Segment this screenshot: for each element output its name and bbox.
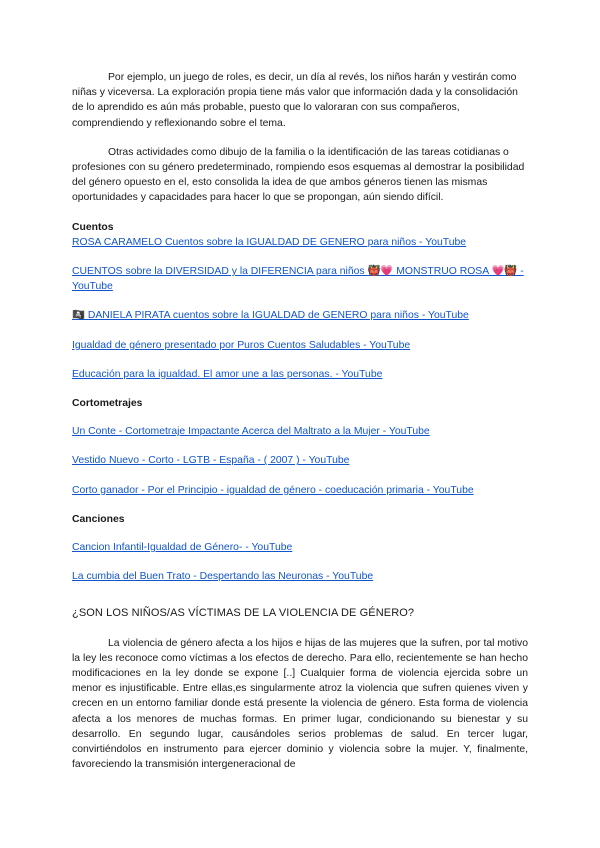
intro-paragraph-2: Otras actividades como dibujo de la familia o la identificación de las tareas cotidianas o profesiones con su género predeterminado, rompiendo esos esquemas al demostrar la posibilidad del género opuesto en el, esto consolida la idea de que ambos géneros tienen las mismas oportunidades y capacidades para hacer lo que se propongan, aún siendo difícil. bbox=[72, 146, 525, 204]
cortometrajes-section bbox=[72, 396, 528, 498]
cuentos-link-monstruo-rosa[interactable]: CUENTOS sobre la DIVERSIDAD y la DIFERENCIA para niños 👹💗 MONSTRUO ROSA 💗👹 - YouTube bbox=[72, 266, 524, 293]
cortometrajes-heading: Cortometrajes bbox=[72, 398, 143, 410]
cortometrajes-link-corto-ganador[interactable]: Corto ganador - Por el Principio - igualdad de género - coeducación primaria - YouTube bbox=[72, 484, 474, 496]
cuentos-link-rosa-caramelo[interactable]: ROSA CARAMELO Cuentos sobre la IGUALDAD DE GENERO para niños - YouTube bbox=[72, 236, 467, 248]
canciones-heading: Canciones bbox=[72, 513, 125, 525]
cuentos-section bbox=[72, 220, 528, 382]
cortometrajes-link-un-conte[interactable]: Un Conte - Cortometraje Impactante Acerca del Maltrato a la Mujer - YouTube bbox=[72, 426, 430, 438]
canciones-link-cancion-infantil[interactable]: Cancion Infantil-Igualdad de Género- - YouTube bbox=[72, 542, 293, 554]
violencia-paragraph: La violencia de género afecta a los hijos e hijas de las mujeres que la sufren, por tal motivo la ley les reconoce como víctimas a los efectos de derecho. Para ello, recientemente se han hecho modificaciones en la ley donde se expone [..] Cualquier forma de violencia ejercida sobre un menor es injustificable. Entre ellas,es singularmente atroz la violencia que sufren quienes viven y crecen en un entorno familiar donde está presente la violencia de género. Esta forma de violencia afecta a los menores de muchas formas. En primer lugar, condicionando su bienestar y su desarrollo. En segundo lugar, causándoles serios problemas de salud. En tercer lugar, convirtiéndolos en instrumento para ejercer dominio y violencia sobre la mujer. Y, finalmente, favoreciendo la transmisión intergeneracional de bbox=[72, 637, 528, 771]
cuentos-link-daniela-pirata[interactable]: 🏴‍☠️ DANIELA PIRATA cuentos sobre la IGUALDAD de GENERO para niños - YouTube bbox=[72, 310, 469, 322]
cuentos-heading: Cuentos bbox=[72, 221, 114, 233]
intro-paragraph-1: Por ejemplo, un juego de roles, es decir, un día al revés, los niños harán y vestirán como niñas y viceversa. La exploración propia tiene más valor que información dada y la consolidación de lo aprendido es aún más probable, puesto que lo valoraran con sus compañeros, comprendiendo y reflexionando sobre el tema. bbox=[72, 72, 518, 129]
cuentos-link-educacion-igualdad[interactable]: Educación para la igualdad. El amor une a las personas. - YouTube bbox=[72, 368, 383, 380]
canciones-link-cumbia-buen-trato[interactable]: La cumbia del Buen Trato - Despertando las Neuronas - YouTube bbox=[72, 571, 374, 583]
violencia-question-heading: ¿SON LOS NIÑOS/AS VÍCTIMAS DE LA VIOLENCIA DE GÉNERO? bbox=[72, 607, 415, 620]
document-body bbox=[72, 70, 528, 787]
cortometrajes-link-vestido-nuevo[interactable]: Vestido Nuevo - Corto - LGTB - España - ( 2007 ) - YouTube bbox=[72, 455, 350, 467]
cuentos-link-puros-cuentos[interactable]: Igualdad de género presentado por Puros Cuentos Saludables - YouTube bbox=[72, 339, 411, 351]
canciones-section bbox=[72, 512, 528, 585]
